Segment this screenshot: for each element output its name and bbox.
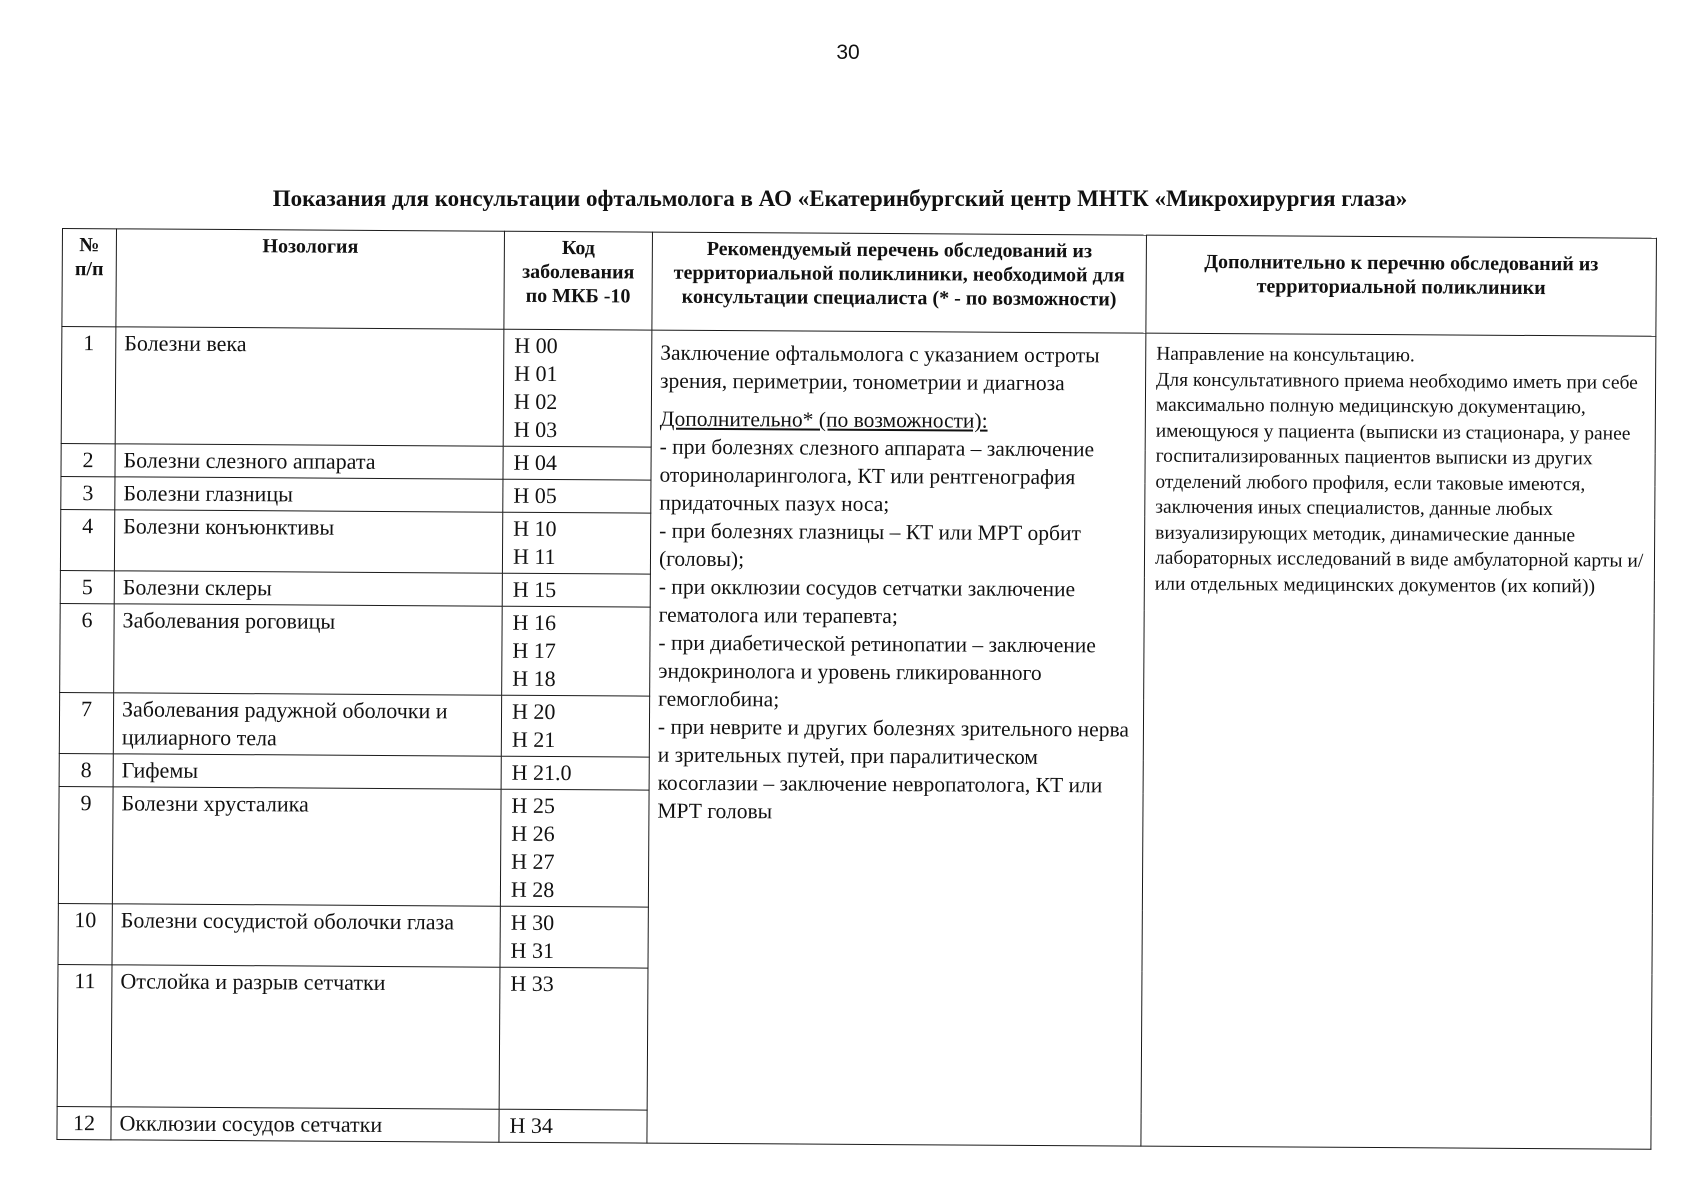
icd-code-cell bbox=[499, 967, 648, 1110]
row-number: 8 bbox=[59, 753, 113, 786]
nosology-cell: Болезни склеры bbox=[114, 571, 502, 606]
nosology-cell: Болезни сосудистой оболочки глаза bbox=[112, 904, 500, 967]
icd-code: Н 20 bbox=[511, 698, 556, 725]
icd-code: Н 30 bbox=[510, 909, 555, 936]
icd-code: Н 21 bbox=[511, 726, 556, 753]
nosology-cell: Болезни хрусталика bbox=[112, 787, 501, 906]
icd-code: Н 01 bbox=[514, 360, 558, 387]
icd-code: Н 26 bbox=[511, 820, 555, 847]
icd-code: Н 11 bbox=[512, 543, 556, 570]
nosology-cell: Гифемы bbox=[113, 754, 501, 789]
icd-code: Н 15 bbox=[512, 576, 557, 603]
icd-code-cell bbox=[499, 1109, 647, 1143]
table-row bbox=[61, 327, 1656, 454]
row-number: 12 bbox=[57, 1106, 111, 1139]
icd-code-cell bbox=[501, 695, 649, 757]
icd-code: Н 02 bbox=[513, 388, 558, 415]
icd-code: Н 03 bbox=[513, 416, 558, 443]
icd-code: Н 10 bbox=[513, 515, 557, 542]
recommended-item: - при неврите и других болезнях зрительного нерва и зрительных путей, при паралитическом косоглазии – заключение невропатолога, КТ или МРТ головы bbox=[657, 714, 1130, 824]
icd-code-cell bbox=[501, 756, 649, 790]
row-number: 9 bbox=[58, 786, 113, 903]
icd-code: Н 33 bbox=[510, 970, 554, 997]
recommended-item: - при болезнях слезного аппарата – заключение оториноларинголога, КТ или рентгенография придаточных пазух носа; bbox=[659, 434, 1095, 517]
nosology-cell: Окклюзии сосудов сетчатки bbox=[111, 1107, 499, 1142]
table-header-row bbox=[62, 229, 1657, 337]
row-number: 3 bbox=[61, 476, 115, 509]
icd-code: Н 21.0 bbox=[511, 759, 572, 786]
icd-code: Н 17 bbox=[512, 637, 556, 664]
nosology-cell: Болезни конъюнктивы bbox=[114, 510, 502, 573]
nosology-cell: Болезни глазницы bbox=[115, 477, 503, 512]
row-number: 11 bbox=[57, 964, 112, 1106]
additional-line: Направление на консультацию. bbox=[1156, 343, 1415, 367]
recommended-exams-cell bbox=[647, 330, 1146, 1146]
header-nosology: Нозология bbox=[116, 229, 505, 329]
icd-code: Н 05 bbox=[513, 482, 557, 509]
nosology-cell: Отслойка и разрыв сетчатки bbox=[111, 965, 500, 1109]
page-number: 30 bbox=[836, 41, 860, 64]
icd-code-cell bbox=[503, 329, 652, 447]
icd-code: Н 27 bbox=[511, 848, 555, 875]
icd-code-cell bbox=[503, 479, 651, 513]
nosology-cell: Заболевания радужной оболочки и цилиарного тела bbox=[113, 693, 501, 756]
row-number: 10 bbox=[58, 903, 112, 964]
icd-code-cell bbox=[502, 512, 650, 574]
document-title: Показания для консультации офтальмолога в АО «Екатеринбургский центр МНТК «Микрохирургия глаза» bbox=[272, 186, 1408, 211]
recommended-subtitle: Дополнительно* (по возможности): bbox=[659, 406, 988, 433]
nosology-cell: Болезни века bbox=[115, 327, 504, 446]
recommended-main: Заключение офтальмолога с указанием остроты зрения, периметрии, тонометрии и диагноза bbox=[660, 340, 1100, 396]
icd-code-cell bbox=[500, 789, 649, 907]
icd-code: Н 18 bbox=[512, 665, 556, 692]
indications-table bbox=[56, 228, 1657, 1150]
row-number: 6 bbox=[60, 603, 115, 692]
icd-code: Н 34 bbox=[509, 1112, 553, 1139]
header-additional: Дополнительно к перечню обследований из территориальной поликлиники bbox=[1146, 235, 1657, 336]
icd-code: Н 31 bbox=[510, 937, 555, 964]
row-number: 2 bbox=[61, 443, 115, 476]
recommended-item: - при болезнях глазницы – КТ или МРТ орбит (головы); bbox=[658, 518, 1081, 572]
additional-line: Для консультативного приема необходимо иметь при себе максимально полную медицинскую документацию, имеющуюся у пациента (выписки из стационара, у ранее госпитализированных пациентов выписки из других отделений любого профиля, если таковые имеются, заключения иных специалистов, данные любых визуализирующих методик, динамические данные лабораторных исследований в виде амбулаторной карты и/или отдельных медицинских документов (их копий)) bbox=[1154, 369, 1644, 597]
icd-code: Н 28 bbox=[510, 876, 555, 903]
row-number: 4 bbox=[60, 509, 114, 570]
header-code: Код заболевания по МКБ -10 bbox=[504, 231, 653, 330]
icd-code: Н 00 bbox=[514, 332, 558, 359]
recommended-item: - при диабетической ретинопатии – заключение эндокринолога и уровень гликированного гемоглобина; bbox=[658, 630, 1096, 712]
icd-code: Н 25 bbox=[511, 792, 555, 819]
icd-code-cell bbox=[502, 573, 650, 607]
nosology-cell: Заболевания роговицы bbox=[114, 604, 503, 695]
row-number: 5 bbox=[60, 570, 114, 603]
recommended-item: - при окклюзии сосудов сетчатки заключение гематолога или терапевта; bbox=[658, 574, 1076, 629]
icd-code: Н 04 bbox=[513, 449, 558, 476]
icd-code-cell bbox=[502, 606, 651, 696]
nosology-cell: Болезни слезного аппарата bbox=[115, 444, 503, 479]
icd-code: Н 16 bbox=[512, 609, 557, 636]
header-num: № п/п bbox=[62, 229, 117, 327]
row-number: 1 bbox=[61, 327, 116, 444]
icd-code-cell bbox=[503, 446, 651, 480]
additional-exams-cell bbox=[1141, 333, 1656, 1149]
header-recommended: Рекомендуемый перечень обследований из территориальной поликлиники, необходимой для консультации специалиста (* - по возможности) bbox=[652, 232, 1147, 333]
icd-code-cell bbox=[500, 906, 648, 968]
row-number: 7 bbox=[59, 692, 113, 753]
